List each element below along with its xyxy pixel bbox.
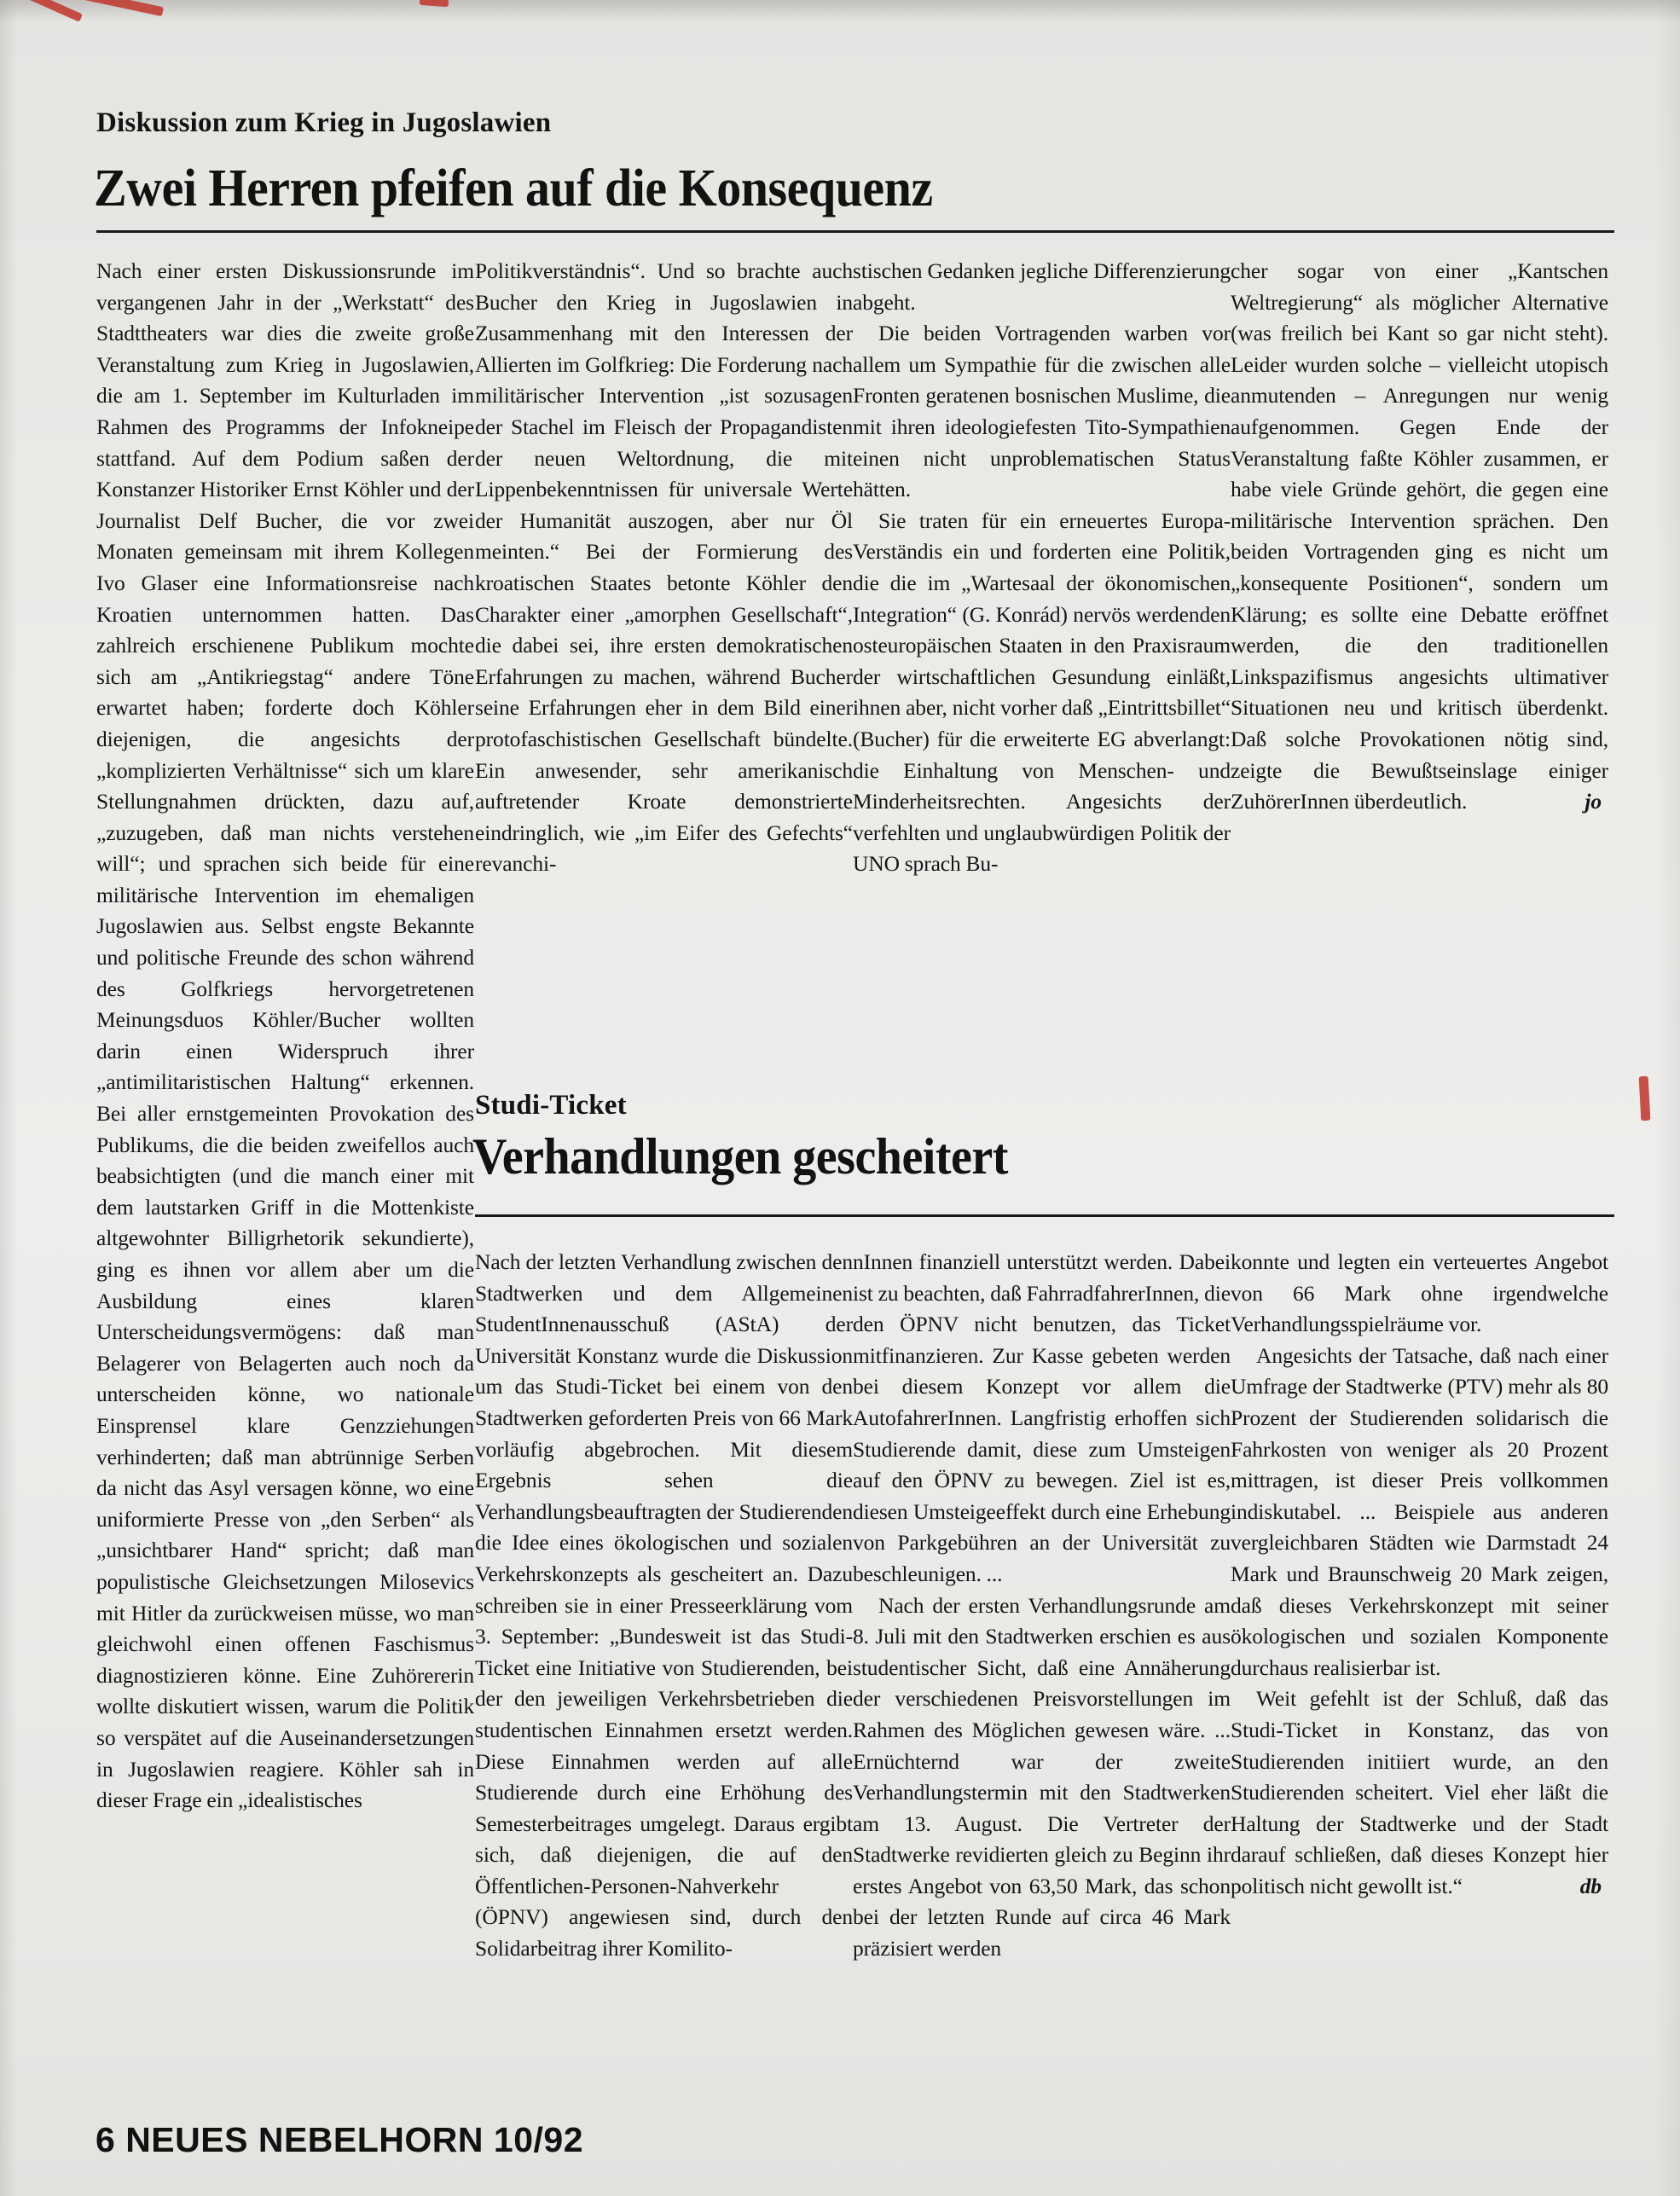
article1-paragraph: Politikverständnis“. Und so brachte auch Bucher den Krieg in Jugoslawien in Zusammenhang mit den Interessen der Allierten im Golfkrieg: Die Forderung nach militärischer Intervention „ist sozusagen der Stachel im Fleisch der Propagandisten der neuen Weltordnung, die mit Lippenbekenntnissen für universale Werte der Humanität auszogen, aber nur Öl meinten.“ Bei der Formierung des kroatischen Staates betonte Köhler den Charakter einer „amorphen Gesellschaft“, die dabei sei, ihre ersten demokratischen Erfahrungen zu machen, während Bucher seine Erfahrungen eher in dem Bild einer protofaschistischen Gesellschaft bündelte. Ein anwesender, sehr amerikanisch auftretender Kroate demonstrierte eindringlich, wie „im Eifer des Gefechts“ revanchi- — [475, 258, 853, 877]
article2-author-initials: db — [1579, 1873, 1602, 1898]
article1-kicker: Diskussion zum Krieg in Jugoslawien — [96, 107, 552, 138]
article1-column-4 — [1231, 256, 1608, 818]
article2-paragraph: Angesichts der Tatsache, daß nach einer Umfrage der Stadtwerke (PTV) mehr als 80 Prozent der Studierenden solidarisch die Fahrkosten von weniger als 20 Prozent mittragen, ist dieser Preis vollkommen indiskutabel. ... Beispiele aus anderen vergleichbaren Städten wie Darmstadt 24 Mark und Braunschweig 20 Mark zeigen, daß dieses Verkehrskonzept mit seiner ökologischen und sozialen Komponente durchaus realisierbar ist. — [1231, 1342, 1608, 1680]
article2-paragraph: Weit gefehlt ist der Schluß, daß das Studi-Ticket in Konstanz, das von Studierenden initiiert wurde, an den Studierenden scheitert. Viel eher läßt die Haltung der Stadtwerke und der Stadt darauf schließen, daß dieses Konzept hier politisch nicht gewollt ist.“ — [1231, 1686, 1608, 1898]
article1-paragraph: stischen Gedanken jegliche Differenzierung abgeht. — [853, 258, 1231, 315]
page-footer: 6 NEUES NEBELHORN 10/92 — [96, 2120, 584, 2159]
article2-paragraph: nInnen finanziell unterstützt werden. Dabei ist zu beachten, daß FahrradfahrerInnen, die den ÖPNV nicht benutzen, das Ticket mitfinanzieren. Zur Kasse gebeten werden bei diesem Konzept vor allem die AutofahrerInnen. Langfristig erhoffen sich Studierende damit, diese zum Umsteigen auf den ÖPNV zu bewegen. Ziel ist es, diesen Umsteigeeffekt durch eine Erhebung von Parkgebühren an der Universität zu beschleunigen. ... — [853, 1249, 1231, 1586]
article2-column-1 — [475, 1247, 853, 1965]
red-pen-mark-topleft-1 — [25, 0, 83, 22]
article2-headline: Verhandlungen gescheitert — [472, 1128, 1008, 1186]
article1-column-1 — [96, 256, 474, 1816]
article1-paragraph: cher sogar von einer „Kantschen Weltregierung“ als möglicher Alternative (was freilich bei Kant so gar nicht steht). Leider wurden solche – vielleicht utopisch anmutenden – Anregungen nur wenig aufgenommen. Gegen Ende der Veranstaltung faßte Köhler zusammen, er habe viele Gründe gehört, die gegen eine militärische Intervention sprächen. Den beiden Vortragenden ging es nicht um „konsequente Positionen“, sondern um Klärung; es sollte eine Debatte eröffnet werden, die den traditionellen Linkspazifismus angesichts ultimativer Situationen neu und kritisch überdenkt. Daß solche Provokationen nötig sind, zeigte die Bewußtseinslage einiger ZuhörerInnen überdeutlich. — [1231, 258, 1608, 814]
red-pen-mark-topleft-2 — [78, 0, 164, 16]
red-pen-mark-right-edge — [1639, 1076, 1651, 1121]
article1-headline: Zwei Herren pfeifen auf die Konsequenz — [94, 158, 933, 218]
article2-paragraph: konnte und legten ein verteuertes Angebot von 66 Mark ohne irgendwelche Verhandlungsspielräume vor. — [1231, 1249, 1608, 1337]
article1-column-3 — [853, 256, 1231, 880]
article2-column-2 — [853, 1247, 1231, 1965]
article1-paragraph: Nach einer ersten Diskussionsrunde im vergangenen Jahr in der „Werkstatt“ des Stadttheaters war dies die zweite große Veranstaltung zum Krieg in Jugoslawien, die am 1. September im Kulturladen im Rahmen des Programms der Infokneipe stattfand. Auf dem Podium saßen der Konstanzer Historiker Ernst Köhler und der Journalist Delf Bucher, die vor zwei Monaten gemeinsam mit ihrem Kollegen Ivo Glaser eine Informationsreise nach Kroatien unternommen hatten. Das zahlreich erschienene Publikum mochte sich am „Antikriegstag“ andere Töne erwartet haben; forderte doch Köhler diejenigen, die angesichts der „komplizierten Verhältnisse“ sich um klare Stellungnahmen drückten, dazu auf, „zuzugeben, daß man nichts verstehen will“; und sprachen sich beide für eine militärische Intervention im ehemaligen Jugoslawien aus. Selbst engste Bekannte und politische Freunde des schon während des Golfkriegs hervorgetretenen Meinungsduos Köhler/Bucher wollten darin einen Widerspruch ihrer „antimilitaristischen Haltung“ erkennen. Bei aller ernstgemeinten Provokation des Publikums, die die beiden zweifellos auch beabsichtigten (und die manch einer mit dem lautstarken Griff in die Mottenkiste altgewohnter Billigrhetorik sekundierte), ging es ihnen vor allem aber um die Ausbildung eines klaren Unterscheidungsvermögens: daß man Belagerer von Belagerten auch noch da unterscheiden könne, wo nationale Einsprensel klare Genzziehungen verhinderten; daß man abtrünnige Serben da nicht das Asyl versagen könne, wo eine uniformierte Presse von „den Serben“ als „unsichtbarer Hand“ spricht; daß man populistische Gleichsetzungen Milosevics mit Hitler da zurückweisen müsse, wo man gleichwohl einen offenen Faschismus diagnostizieren könne. Eine Zuhörererin wollte diskutiert wissen, warum die Politik so verspätet auf die Auseinandersetzungen in Jugoslawien reagiere. Köhler sah in dieser Frage ein „idealistisches — [96, 258, 474, 1813]
article1-headline-rule — [96, 230, 1614, 233]
article2-paragraph: Nach der letzten Verhandlung zwischen den Stadtwerken und dem Allgemeinen StudentInnenausschuß (AStA) der Universität Konstanz wurde die Diskussion um das Studi-Ticket bei einem von den Stadtwerken geforderten Preis von 66 Mark vorläufig abgebrochen. Mit diesem Ergebnis sehen die Verhandlungsbeauftragten der Studierenden die Idee eines ökologischen und sozialen Verkehrskonzepts als gescheitert an. Dazu schreiben sie in einer Presseerklärung vom 3. September: „Bundesweit ist das Studi-Ticket eine Initiative von Studierenden, bei der den jeweiligen Verkehrsbetrieben die studentischen Einnahmen ersetzt werden. Diese Einnahmen werden auf alle Studierende durch eine Erhöhung des Semesterbeitrages umgelegt. Daraus ergibt sich, daß diejenigen, die auf den Öffentlichen-Personen-Nahverkehr (ÖPNV) angewiesen sind, durch den Solidarbeitrag ihrer Komilito- — [475, 1249, 853, 1961]
article2-kicker: Studi-Ticket — [475, 1090, 627, 1121]
article1-paragraph: Die beiden Vortragenden warben vor allem um Sympathie für die zwischen alle Fronten geratenen bosnischen Muslime, die mit ihren ideologiefesten Tito-Sympathien einen nicht unproblematischen Status hätten. — [853, 321, 1231, 502]
article1-paragraph: Sie traten für ein erneuertes Europa-Verständis ein und forderten eine Politik, die die im „Wartesaal der ökonomischen Integration“ (G. Konrád) nervös werdenden osteuropäischen Staaten in den Praxisraum der wirtschaftlichen Gesundung einläßt, ihnen aber, nicht vorher daß „Eintrittsbillet“ (Bucher) für die erweiterte EG abverlangt: die Einhaltung von Menschen- und Minderheitsrechten. Angesichts der verfehlten und unglaubwürdigen Politik der UNO sprach Bu- — [853, 507, 1231, 877]
article2-headline-rule — [475, 1214, 1614, 1217]
article2-paragraph: Nach der ersten Verhandlungsrunde am 8. Juli mit den Stadtwerken erschien es aus studentischer Sicht, daß eine Annäherung der verschiedenen Preisvorstellungen im Rahmen des Möglichen gewesen wäre. ... Ernüchternd war der zweite Verhandlungstermin mit den Stadtwerken am 13. August. Die Vertreter der Stadtwerke revidierten gleich zu Beginn ihr erstes Angebot von 63,50 Mark, das schon bei der letzten Runde auf circa 46 Mark präzisiert werden — [853, 1592, 1231, 1961]
article1-column-2 — [475, 256, 853, 880]
article2-column-3 — [1231, 1247, 1608, 1902]
article1-author-initials: jo — [1584, 789, 1602, 814]
red-pen-mark-top-center — [420, 0, 449, 7]
